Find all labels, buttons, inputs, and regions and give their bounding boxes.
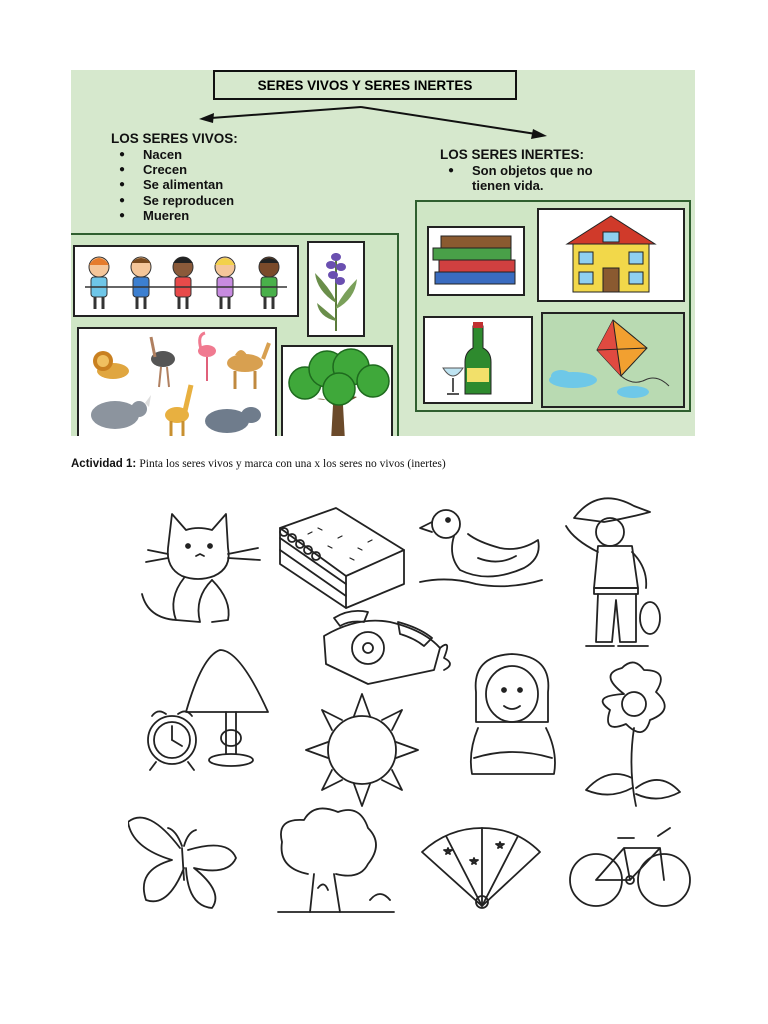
living-images-panel — [71, 233, 399, 436]
duck-icon — [420, 510, 542, 586]
flamingo-icon — [198, 333, 216, 381]
infographic-title: SERES VIVOS Y SERES INERTES — [213, 70, 517, 100]
activity-label: Actividad 1: — [71, 458, 137, 470]
coloring-sheet — [128, 488, 708, 918]
alarm-clock-icon — [148, 711, 196, 770]
children-image — [73, 245, 299, 317]
list-item: ● Mueren — [115, 208, 234, 223]
tree-color-image — [281, 345, 393, 436]
giraffe-icon — [165, 385, 191, 436]
child-figure — [89, 257, 279, 297]
animals-image — [77, 327, 277, 436]
lamp-icon — [186, 650, 268, 766]
living-heading: LOS SERES VIVOS: — [111, 131, 238, 146]
girl-icon — [471, 654, 555, 774]
inert-heading: LOS SERES INERTES: — [440, 147, 585, 162]
living-list — [115, 147, 234, 223]
activity-text: Pinta los seres vivos y marca con una x los seres no vivos (inertes) — [139, 458, 446, 470]
books-image — [427, 226, 525, 296]
list-item: ● Son objetos que no tienen vida. — [444, 163, 624, 193]
inert-list — [444, 163, 624, 193]
house-image — [537, 208, 685, 302]
cowboy-icon — [566, 498, 660, 646]
cat-icon — [142, 514, 260, 622]
telephone-icon — [324, 611, 450, 684]
bicycle-icon — [570, 828, 690, 906]
lion-icon — [93, 351, 129, 379]
notebook-icon — [280, 508, 404, 608]
list-item: ● Nacen — [115, 147, 234, 162]
ostrich-icon — [151, 337, 175, 387]
infographic-panel — [71, 70, 695, 436]
list-item: ● Se reproducen — [115, 193, 234, 208]
list-item: ● Crecen — [115, 162, 234, 177]
hippo-icon — [205, 407, 261, 433]
arrow-left-icon — [199, 113, 214, 123]
kite-image — [541, 312, 685, 408]
tree-icon — [278, 808, 394, 912]
sun-icon — [306, 694, 418, 806]
camel-icon — [227, 343, 269, 389]
rhino-icon — [91, 395, 151, 429]
plant-image — [307, 241, 365, 337]
wine-bottle-image — [423, 316, 533, 404]
activity-instruction — [71, 458, 446, 470]
inert-images-panel — [415, 200, 691, 412]
butterfly-icon — [128, 818, 236, 908]
flower-icon — [586, 662, 680, 806]
arrow-right-icon — [531, 129, 547, 139]
fan-icon — [422, 828, 540, 908]
list-item: ● Se alimentan — [115, 177, 234, 192]
